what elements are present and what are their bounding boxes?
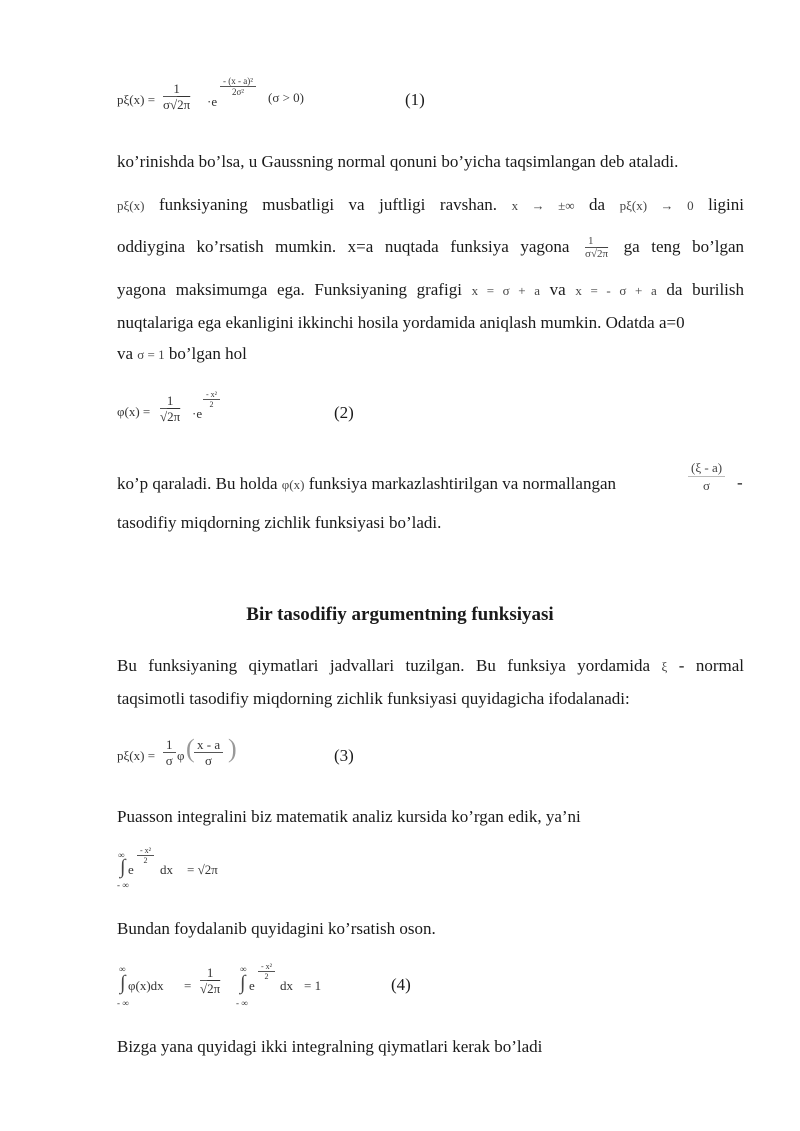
paragraph-7: Bizga yana quyidagi ikki integralning qiymatlari kerak bo’ladi xyxy=(117,1037,543,1056)
eq2-lhs: φ(x) = xyxy=(117,404,151,419)
eq2-label: (2) xyxy=(334,403,354,422)
eq1-fraction xyxy=(163,82,190,112)
eq4-exp-num: - x² xyxy=(258,962,275,972)
eq1-lhs: pξ(x) = xyxy=(117,92,156,107)
paragraph-5: Puasson integralini biz matematik analiz kursida ko’rgan edik, ya’ni xyxy=(117,807,581,826)
eq1-den-sigma: σ xyxy=(163,97,171,112)
eq3-left-paren: ( xyxy=(186,734,195,763)
eq4-upper-limit: ∞ xyxy=(119,964,126,974)
eq3-arg-num: x - a xyxy=(194,738,223,753)
poisson-base: e xyxy=(128,862,134,877)
eq4-frac-num: 1 xyxy=(200,966,220,981)
eq2-den-root: 2π xyxy=(167,409,181,424)
eq1-denominator: σ√2π xyxy=(163,97,191,112)
p3-text-1: ko’p qaraladi. Bu holda xyxy=(117,474,278,493)
poisson-rhs: = √2π xyxy=(187,862,218,877)
p2-frac-num: 1 xyxy=(585,235,608,248)
poisson-integral-sign: ∫ xyxy=(120,856,126,878)
p2-formula-sigma: σ = 1 xyxy=(137,347,165,362)
p3-text-3: - xyxy=(737,473,743,492)
eq3-arg-den: σ xyxy=(205,753,213,768)
eq3-lhs: pξ(x) = xyxy=(117,748,156,763)
p2-text-8: da burilish xyxy=(666,280,745,299)
eq1-exp-num: - (x - a)² xyxy=(220,76,256,87)
eq4-lower-limit: - ∞ xyxy=(117,998,129,1008)
eq4-upper-limit-2: ∞ xyxy=(240,964,247,974)
p2-text-10b: bo’lgan hol xyxy=(168,344,247,363)
p3-frac-den: σ xyxy=(703,478,711,493)
eq3-right-paren: ) xyxy=(228,734,237,763)
eq4-base: e xyxy=(249,978,255,993)
eq2-fraction xyxy=(160,394,180,424)
p2-text-4: oddiygina ko’rsatish mumkin. x=a nuqtada funksiya yagona xyxy=(117,237,570,256)
section-heading: Bir tasodifiy argumentning funksiyasi xyxy=(246,604,554,625)
eq2-exp-base: ·e xyxy=(192,406,203,421)
paragraph-2-line-3 xyxy=(117,273,744,308)
paragraph-1: ko’rinishda bo’lsa, u Gaussning normal qonuni bo’yicha taqsimlangan deb ataladi. xyxy=(117,152,679,171)
eq1-den-root: 2π xyxy=(177,97,191,112)
p2-text-10a: va xyxy=(117,344,134,363)
eq2-exp-num: - x² xyxy=(203,390,220,400)
poisson-exp-den: 2 xyxy=(143,856,148,865)
p4-formula-xi: ξ xyxy=(661,659,668,674)
eq2-exponent xyxy=(203,390,220,409)
p2-text-5: ga teng bo’lgan xyxy=(623,237,745,256)
paragraph-4-line-1 xyxy=(117,649,744,684)
p2-fraction xyxy=(585,235,608,261)
p3-frac-num: (ξ - a) xyxy=(688,460,725,477)
poisson-exp-num: - x² xyxy=(137,846,154,856)
eq2-numerator: 1 xyxy=(160,394,180,409)
eq3-coef-num: 1 xyxy=(163,738,176,753)
eq1-exp-base: ·e xyxy=(207,94,218,109)
paragraph-3-line-2: tasodifiy miqdorning zichlik funksiyasi bo’ladi. xyxy=(117,513,442,532)
p2-text-3: ligini xyxy=(708,195,744,214)
p3-text-2: funksiya markazlashtirilgan va normallangan xyxy=(308,474,616,493)
eq4-label: (4) xyxy=(391,975,411,994)
eq2-exp-den: 2 xyxy=(209,400,214,409)
p2-frac-den-root: 2π xyxy=(597,248,609,261)
eq4-fraction xyxy=(200,966,220,996)
eq4-exp-den: 2 xyxy=(264,972,269,981)
eq4-equals: = xyxy=(184,978,192,993)
eq4-lower-limit-2: - ∞ xyxy=(236,998,248,1008)
p2-text-2: da xyxy=(589,195,606,214)
eq3-coef-den: σ xyxy=(165,753,173,768)
p4-text-1: Bu funksiyaning qiymatlari jadvallari tuzilgan. Bu funksiya yordamida xyxy=(117,656,650,675)
p2-formula-density: pξ(x) xyxy=(117,198,145,213)
poisson-exponent xyxy=(137,846,154,865)
eq1-condition: (σ > 0) xyxy=(268,90,304,105)
p2-frac-den-sigma: σ xyxy=(585,248,591,261)
eq4-frac-den-root: 2π xyxy=(207,981,221,996)
eq4-frac-den: √2π xyxy=(200,981,221,996)
eq4-rhs: = 1 xyxy=(304,978,322,993)
poisson-dx: dx xyxy=(160,862,173,877)
p3-formula-phi: φ(x) xyxy=(281,477,305,492)
paragraph-2-line-5 xyxy=(117,337,744,372)
p2-text-7: va xyxy=(549,280,566,299)
p2-frac-den: σ√2π xyxy=(585,248,609,261)
eq4-integral-sign: ∫ xyxy=(120,972,126,994)
paragraph-6: Bundan foydalanib quyidagini ko’rsatish oson. xyxy=(117,919,436,938)
p2-formula-zero: pξ(x) → 0 xyxy=(619,198,694,213)
eq2-denominator: √2π xyxy=(160,409,181,424)
eq1-exp-den: 2σ² xyxy=(231,87,244,97)
paragraph-3-line-1 xyxy=(117,467,744,502)
p2-text-6: yagona maksimumga ega. Funksiyaning grafigi xyxy=(117,280,462,299)
p2-formula-inflection-2: x = - σ + a xyxy=(575,283,657,298)
poisson-upper-limit: ∞ xyxy=(118,850,125,860)
eq3-coef xyxy=(163,738,176,768)
p4-text-2: - normal xyxy=(678,656,744,675)
eq3-arg xyxy=(194,738,223,768)
eq1-numerator: 1 xyxy=(163,82,190,97)
paragraph-2-line-1 xyxy=(117,188,744,223)
poisson-lower-limit: - ∞ xyxy=(117,880,129,890)
p2-text-1: funksiyaning musbatligi va juftligi ravshan. xyxy=(158,195,498,214)
eq3-phi: φ xyxy=(177,748,185,763)
eq4-integral-sign-2: ∫ xyxy=(240,972,246,994)
eq1-label: (1) xyxy=(405,90,425,109)
eq3-label: (3) xyxy=(334,746,354,765)
eq4-body: φ(x)dx xyxy=(128,978,164,993)
eq4-exponent xyxy=(258,962,275,981)
paragraph-2-line-4: nuqtalariga ega ekanligini ikkinchi hosila yordamida aniqlash mumkin. Odatda a=0 xyxy=(117,313,685,332)
eq1-exponent xyxy=(220,76,256,97)
p3-fraction xyxy=(688,460,725,495)
paragraph-2-line-2 xyxy=(117,230,744,264)
p2-formula-limit: x → ±∞ xyxy=(511,198,575,213)
p2-formula-inflection-1: x = σ + a xyxy=(471,283,541,298)
eq4-dx: dx xyxy=(280,978,293,993)
paragraph-4-line-2: taqsimotli tasodifiy miqdorning zichlik funksiyasi quyidagicha ifodalanadi: xyxy=(117,689,630,708)
